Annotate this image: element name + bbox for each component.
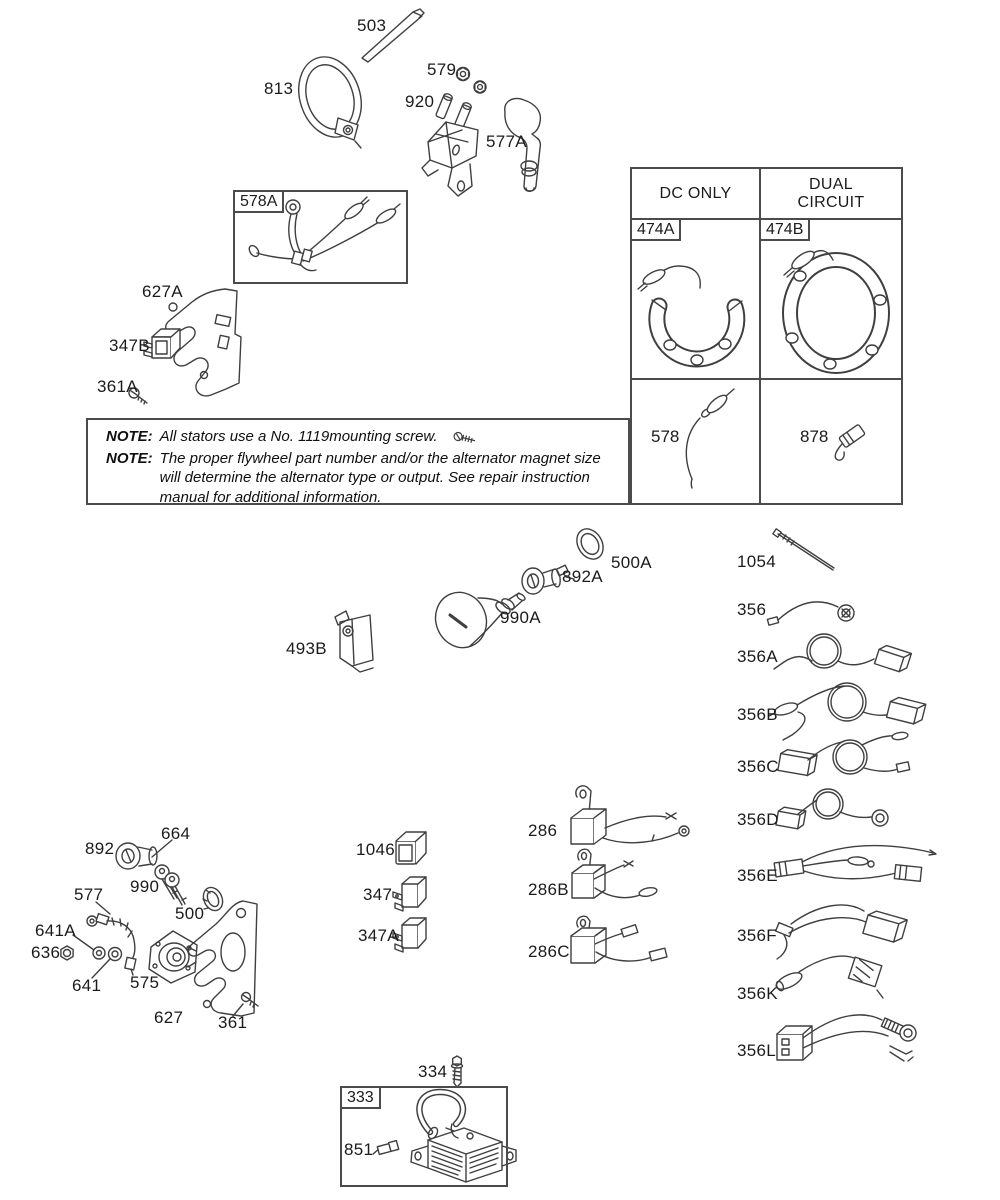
part-356L-drawing: [777, 1015, 916, 1061]
header-dc-only: DC ONLY: [632, 169, 761, 218]
part-label-286B: 286B: [528, 880, 569, 899]
part-label-356K: 356K: [737, 984, 778, 1003]
part-label-347A: 347A: [358, 926, 399, 945]
part-label-813: 813: [264, 79, 294, 98]
part-579-drawing: [457, 68, 487, 94]
cell-label-878: 878: [800, 427, 829, 446]
part-label-361A: 361A: [97, 377, 138, 396]
part-label-627A: 627A: [142, 282, 183, 301]
part-label-892A: 892A: [562, 567, 603, 586]
screw-icon: [452, 430, 478, 444]
part-label-577: 577: [74, 885, 104, 904]
note-2-text: The proper flywheel part number and/or the alternator magnet size will determine the alternator type or output. See repair instruction manual for additional information.: [159, 449, 601, 506]
part-label-334: 334: [418, 1062, 448, 1081]
part-356F-drawing: [776, 905, 908, 959]
part-label-990: 990: [130, 877, 160, 896]
part-577-drawing: [87, 902, 136, 975]
cell-label-578: 578: [651, 427, 680, 446]
header-dual-circuit: DUAL CIRCUIT: [797, 175, 865, 211]
part-label-851: 851: [344, 1140, 374, 1159]
part-813-drawing: [289, 49, 371, 148]
part-label-356D: 356D: [737, 810, 779, 829]
part-label-627: 627: [154, 1008, 184, 1027]
part-347-drawing: [393, 877, 426, 911]
note-1-text: All stators use a No. 1119mounting screw.: [160, 427, 478, 447]
part-286C-drawing: [571, 916, 667, 963]
part-1046-drawing: [396, 832, 426, 864]
part-label-503: 503: [357, 16, 387, 35]
part-label-356: 356: [737, 600, 767, 619]
part-label-500: 500: [175, 904, 205, 923]
part-892-drawing: [116, 843, 157, 869]
harness-578A-tag: 578A: [233, 190, 284, 213]
table-column-divider: [759, 218, 761, 503]
part-356-drawing: [767, 602, 854, 625]
part-label-356E: 356E: [737, 866, 778, 885]
part-label-356B: 356B: [737, 705, 778, 724]
part-356D-drawing: [776, 789, 888, 830]
part-356B-drawing: [769, 683, 926, 740]
part-label-493B: 493B: [286, 639, 327, 658]
part-label-892: 892: [85, 839, 115, 858]
part-label-920: 920: [405, 92, 435, 111]
note-line-2: [106, 449, 620, 508]
part-label-575: 575: [130, 973, 160, 992]
part-label-579: 579: [427, 60, 457, 79]
part-label-664: 664: [161, 824, 191, 843]
part-label-347B: 347B: [109, 336, 150, 355]
part-label-356A: 356A: [737, 647, 778, 666]
part-334-drawing: [452, 1056, 463, 1087]
part-286B-drawing: [572, 849, 658, 898]
part-label-990A: 990A: [500, 608, 541, 627]
part-label-500A: 500A: [611, 553, 652, 572]
part-label-1046: 1046: [356, 840, 396, 859]
note-2-label: NOTE:: [106, 449, 153, 467]
part-356C-drawing: [778, 731, 910, 776]
part-label-286C: 286C: [528, 942, 570, 961]
cell-tag-474B: 474B: [759, 218, 810, 241]
part-356A-drawing: [774, 634, 911, 674]
part-286-drawing: [571, 786, 689, 844]
part-label-641: 641: [72, 976, 102, 995]
stator-table-header: [632, 169, 901, 220]
part-label-356L: 356L: [737, 1041, 777, 1060]
note-box: [86, 418, 630, 505]
part-500A-drawing: [572, 524, 609, 564]
part-label-286: 286: [528, 821, 558, 840]
part-356E-drawing: [774, 846, 936, 882]
cell-tag-474A: 474A: [630, 218, 681, 241]
part-label-636: 636: [31, 943, 61, 962]
part-label-347: 347: [363, 885, 393, 904]
part-label-577A: 577A: [486, 132, 527, 151]
part-636-drawing: [61, 946, 73, 960]
part-493B-drawing: [335, 611, 373, 672]
part-label-641A: 641A: [35, 921, 76, 940]
table-row-divider: [632, 378, 901, 380]
part-990-drawing: [155, 865, 186, 905]
note-line-1: [106, 427, 620, 447]
note-1-label: NOTE:: [106, 428, 153, 445]
part-label-356F: 356F: [737, 926, 777, 945]
part-label-361: 361: [218, 1013, 248, 1032]
part-label-1054: 1054: [737, 552, 777, 571]
coil-333-tag: 333: [340, 1086, 381, 1109]
part-label-356C: 356C: [737, 757, 779, 776]
part-1054-drawing: [773, 529, 834, 570]
part-641A-drawing: [73, 935, 105, 959]
part-356K-drawing: [774, 956, 883, 998]
